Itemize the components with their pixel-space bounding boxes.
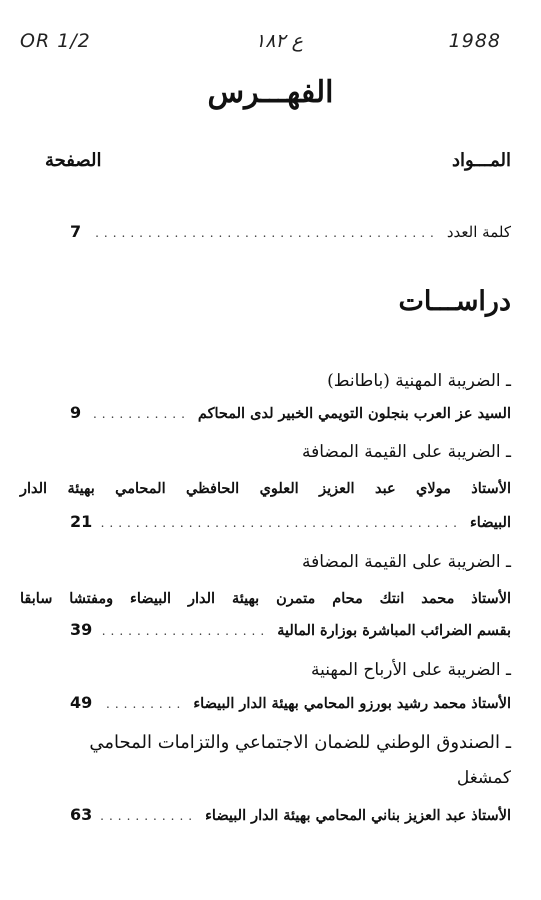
toc-intro-text: كلمة العدد [446, 223, 511, 241]
toc-author: السيد عز العرب بنجلون التويمي الخبير لدى المحاكم [197, 405, 511, 422]
toc-entry-row [70, 512, 511, 542]
column-header-page: الصفحة [45, 150, 102, 171]
toc-topic: ـ الضريبة المهنية (باطانط) [327, 371, 511, 391]
dot-leader [89, 407, 190, 421]
toc-author: الأستاذ عبد العزيز بناني المحامي بهيئة الدار البيضاء [205, 807, 511, 824]
page-number: 21 [70, 512, 93, 531]
dot-leader [100, 516, 462, 530]
toc-topic: ـ الضريبة على الأرباح المهنية [311, 660, 511, 680]
toc-entry-row [70, 620, 511, 650]
toc-topic: ـ الصندوق الوطني للضمان الاجتماعي والتزامات المحامي [89, 732, 511, 753]
toc-topic-continuation: كمشغل [456, 768, 511, 788]
toc-entry-row [70, 403, 511, 433]
toc-author: الأستاذ محمد رشيد بورزو المحامي بهيئة الدار البيضاء [193, 695, 511, 712]
toc-topic: ـ الضريبة على القيمة المضافة [301, 442, 511, 462]
toc-author: البيضاء [469, 514, 511, 531]
handwritten-year: 1988 [448, 30, 501, 52]
section-title: دراســـات [398, 286, 511, 317]
dot-leader [100, 809, 197, 823]
page-number: 49 [70, 693, 93, 712]
toc-author: بقسم الضرائب المباشرة بوزارة المالية [277, 622, 511, 639]
toc-entry-row [70, 805, 511, 835]
toc-intro-row [70, 222, 511, 252]
column-header-materials: المـــواد [451, 150, 511, 171]
dot-leader [100, 697, 185, 711]
toc-author-line: الأستاذ مولاي عبد العزيز العلوي الحافظي المحامي بهيئة الدار [20, 480, 511, 497]
page-title: الفهـــرس [207, 75, 334, 110]
handwritten-note-left: OR 1/2 [20, 30, 91, 52]
page-number: 39 [70, 620, 93, 639]
dot-leader [89, 226, 439, 240]
toc-topic: ـ الضريبة على القيمة المضافة [301, 552, 511, 572]
toc-author-line: الأستاذ محمد انتك محام متمرن بهيئة الدار البيضاء ومفتشا سابقا [20, 590, 511, 607]
page-number: 7 [70, 222, 82, 241]
page-number: 63 [70, 805, 93, 824]
handwritten-note-middle: ع ١٨٢ [255, 30, 304, 52]
toc-entry-row [70, 693, 511, 723]
dot-leader [100, 624, 269, 638]
page-number: 9 [70, 403, 82, 422]
